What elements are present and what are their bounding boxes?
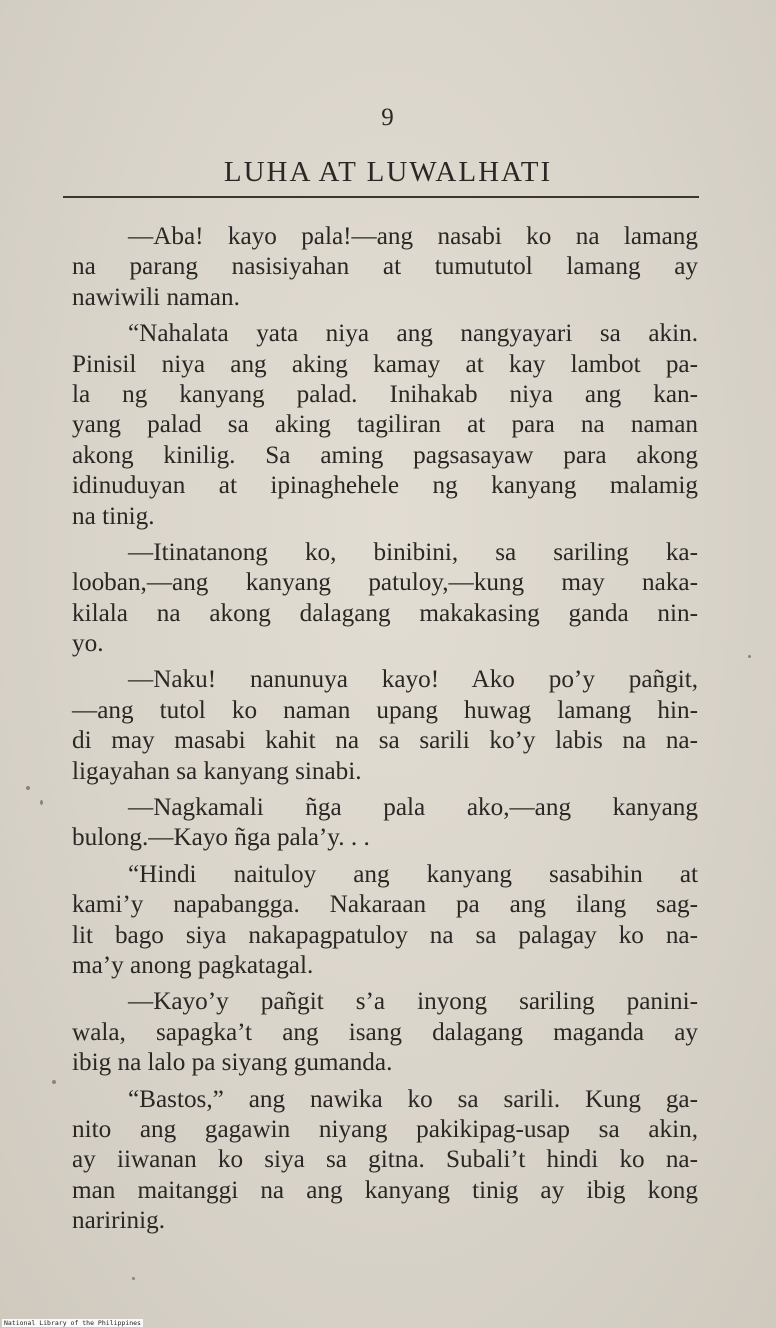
paper-speck	[132, 1277, 135, 1280]
text-line: yang palad sa aking tagiliran at para na naman	[72, 411, 698, 439]
text-line: —Itinatanong ko, binibini, sa sariling ka-	[128, 538, 698, 566]
text-line: idinuduyan at ipinaghehele ng kanyang malamig	[72, 472, 698, 500]
header-rule	[63, 196, 699, 198]
text-line: kilala na akong dalagang makakasing ganda nin-	[72, 599, 698, 627]
text-line: di may masabi kahit na sa sarili ko’y labis na na-	[72, 727, 698, 755]
text-line: “Nahalata yata niya ang nangyayari sa akin.	[128, 320, 698, 348]
paragraph	[72, 665, 698, 787]
paragraph	[72, 793, 698, 854]
text-line: ay iiwanan ko siya sa gitna. Subali’t hindi ko na-	[72, 1146, 698, 1174]
paragraph	[72, 860, 698, 982]
body-text	[72, 222, 698, 1237]
text-line: ma’y anong pagkatagal.	[72, 951, 314, 979]
text-line: kami’y napabangga. Nakaraan pa ang ilang sag-	[72, 891, 698, 919]
text-line: na parang nasisiyahan at tumututol lamang ay	[72, 253, 698, 281]
page-number: 9	[381, 104, 395, 131]
text-line: —Nagkamali ñga pala ako,—ang kanyang	[128, 794, 698, 822]
text-line: akong kinilig. Sa aming pagsasayaw para akong	[72, 441, 698, 469]
text-line: ligayahan sa kanyang sinabi.	[72, 757, 362, 785]
text-line: man maitanggi na ang kanyang tinig ay ibig kong	[72, 1176, 698, 1204]
paper-speck	[748, 655, 751, 658]
text-line: —Kayo’y pañgit s’a inyong sariling panini-	[128, 988, 698, 1016]
text-line: nawiwili naman.	[72, 283, 240, 311]
text-line: la ng kanyang palad. Inihakab niya ang kan-	[72, 380, 698, 408]
text-line: nito ang gagawin niyang pakikipag-usap sa akin,	[72, 1115, 698, 1143]
paragraph	[72, 222, 698, 313]
library-credit: National Library of the Philippines	[4, 1319, 141, 1327]
text-line: wala, sapagka’t ang isang dalagang maganda ay	[72, 1018, 698, 1046]
text-line: Pinisil niya ang aking kamay at kay lambot pa-	[72, 350, 698, 378]
text-line: bulong.—Kayo ñga pala’y. . .	[72, 824, 370, 852]
paper-speck	[40, 800, 43, 805]
text-line: looban,—ang kanyang patuloy,—kung may naka-	[72, 569, 698, 597]
text-line: “Hindi naituloy ang kanyang sasabihin at	[128, 860, 698, 888]
text-line: —ang tutol ko naman upang huwag lamang hin-	[72, 696, 698, 724]
running-head: LUHA AT LUWALHATI	[223, 156, 553, 188]
text-line: “Bastos,” ang nawika ko sa sarili. Kung ga-	[128, 1085, 698, 1113]
text-line: na tinig.	[72, 502, 155, 530]
paragraph	[72, 538, 698, 660]
text-line: ibig na lalo pa siyang gumanda.	[72, 1049, 393, 1077]
paper-speck	[52, 1080, 56, 1084]
text-line: naririnig.	[72, 1207, 166, 1235]
paragraph	[72, 987, 698, 1078]
text-line: —Aba! kayo pala!—ang nasabi ko na lamang	[128, 223, 698, 250]
text-line: lit bago siya nakapagpatuloy na sa palagay ko na-	[72, 921, 698, 949]
paper-speck	[26, 786, 30, 790]
paragraph	[72, 319, 698, 532]
paragraph	[72, 1085, 698, 1237]
text-line: yo.	[72, 630, 104, 658]
text-line: —Naku! nanunuya kayo! Ako po’y pañgit,	[128, 666, 698, 694]
